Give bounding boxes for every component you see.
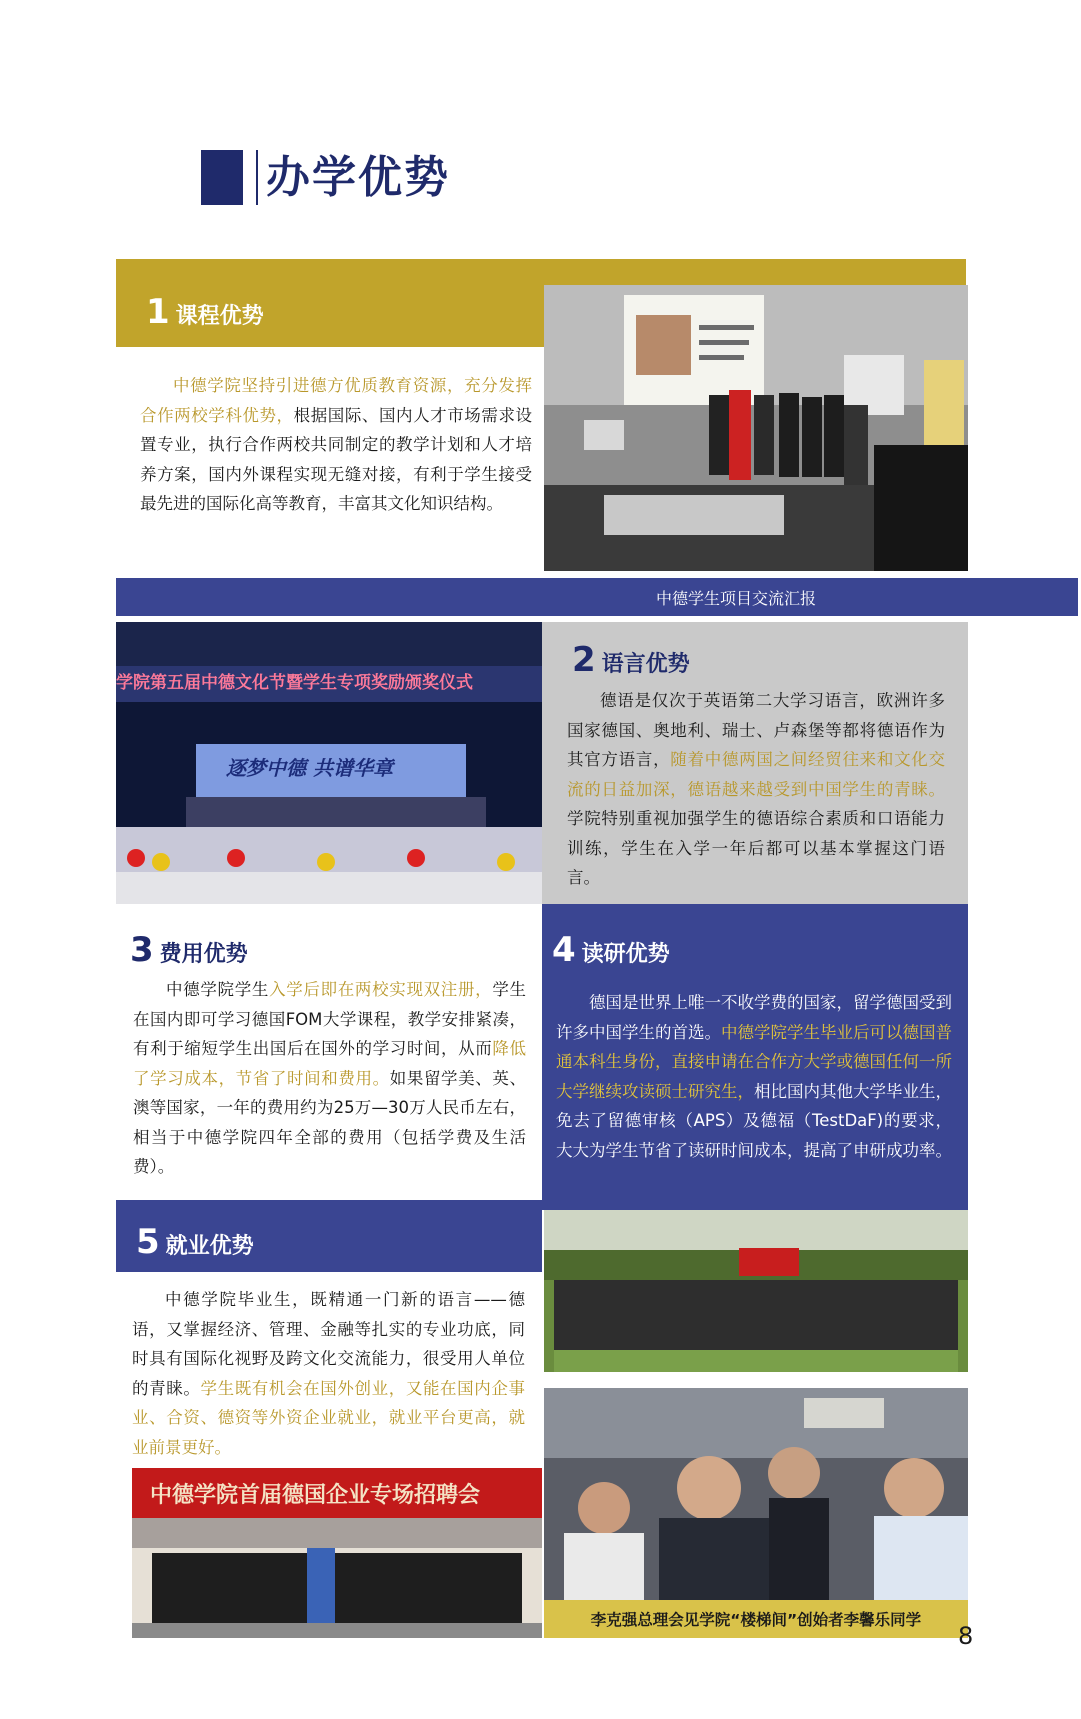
section4-heading (552, 930, 670, 970)
group-lawn-photo (544, 1210, 968, 1372)
section1-heading (146, 292, 264, 332)
classroom-presentation-image (544, 285, 968, 571)
section5-paragraph (132, 1285, 525, 1462)
section3-number: 3 (130, 930, 154, 970)
premier-caption-bar (544, 1600, 968, 1638)
section2-paragraph (567, 686, 945, 893)
section4-text-segment: 德国是世界上唯一不收学费的国家，留学德国受到许多中国学生的首选。 (556, 993, 952, 1042)
section3-text-segment: 中德学院学生 (166, 980, 270, 999)
section1-text-segment: 中德学院坚持引进德方优质教育资源，充分发挥合作两校学科优势， (140, 376, 532, 425)
section1-title: 课程优势 (175, 304, 264, 329)
recruitment-fair-photo (132, 1468, 542, 1638)
premier-meeting-photo (544, 1388, 968, 1638)
festival-stage-slogan: 逐梦中德 共谱华章 (226, 756, 393, 780)
classroom-presentation-photo (544, 285, 968, 571)
section5-number: 5 (136, 1222, 160, 1262)
title-divider (256, 150, 258, 205)
section5-heading (136, 1222, 254, 1262)
section3-heading (130, 930, 248, 970)
photo1-caption-bar (116, 578, 1078, 616)
recruitment-banner: 中德学院首届德国企业专场招聘会 (150, 1483, 481, 1508)
section4-text-segment: 相比国内其他大学毕业生，免去了留德审核（APS）及德福（TestDaF)的要求，大大为学生节省了读研时间成本，提高了申研成功率。 (556, 1081, 952, 1160)
section5-text-segment: 学生既有机会在国外创业，又能在国内企事业、合资、德资等外资企业就业，就业平台更高，就业前景更好。 (132, 1378, 526, 1457)
section3-text-segment: 学生在国内即可学习德国FOM大学课程，教学安排紧凑，有利于缩短学生出国后在国外的学习时间，从而 (133, 980, 527, 1058)
culture-festival-photo (116, 622, 542, 904)
section2-text-segment: 德语是仅次于英语第二大学习语言，欧洲许多国家德国、奥地利、瑞士、卢森堡等都将德语作为其官方语言， (567, 691, 945, 769)
section1-paragraph (140, 371, 532, 519)
section3-text-segment: 如果留学美、英、澳等国家，一年的费用约为25万—30万人民币左右，相当于中德学院四年全部的费用（包括学费及生活费）。 (133, 1068, 527, 1176)
section5-title: 就业优势 (165, 1234, 254, 1259)
section2-heading (572, 640, 690, 680)
section5-text-segment: 中德学院毕业生，既精通一门新的语言——德语，又掌握经济、管理、金融等扎实的专业功底，同时具有国际化视野及跨文化交流能力，很受用人单位的青睐。 (132, 1290, 525, 1398)
section1-text-segment: 根据国际、国内人才市场需求设置专业，执行合作两校共同制定的教学计划和人才培养方案，国内外课程实现无缝对接，有利于学生接受最先进的国际化高等教育，丰富其文化知识结构。 (140, 405, 533, 513)
section4-text-segment: 中德学院学生毕业后可以德国普通本科生身份，直接申请在合作方大学或德国任何一所大学继续攻读硕士研究生， (556, 1022, 952, 1101)
title-accent-bar (201, 150, 243, 205)
section2-text-segment: 学院特别重视加强学生的德语综合素质和口语能力训练，学生在入学一年后都可以基本掌握这门语言。 (567, 809, 945, 887)
festival-banner: 学院第五届中德文化节暨学生专项奖励颁奖仪式 (116, 673, 473, 693)
section2-number: 2 (572, 640, 596, 680)
page-title: 办学优势 (266, 152, 450, 203)
section4-title: 读研优势 (581, 942, 670, 967)
section2-title: 语言优势 (601, 652, 690, 677)
group-lawn-image (544, 1210, 968, 1372)
section3-text-segment: 降低了学习成本，节省了时间和费用。 (133, 1039, 527, 1088)
section4-paragraph (556, 988, 952, 1165)
section4-number: 4 (552, 930, 576, 970)
section3-title: 费用优势 (159, 942, 248, 967)
page-number: 8 (958, 1622, 974, 1650)
photo1-caption: 中德学生项目交流汇报 (656, 588, 817, 608)
section3-paragraph (133, 975, 526, 1182)
section2-text-segment: 随着中德两国之间经贸往来和文化交流的日益加深，德语越来越受到中国学生的青睐。 (567, 750, 946, 799)
section3-text-segment: 入学后即在两校实现双注册， (269, 980, 493, 999)
section1-number: 1 (146, 292, 170, 332)
premier-caption: 李克强总理会见学院“楼梯间”创始者李馨乐同学 (590, 1611, 922, 1629)
